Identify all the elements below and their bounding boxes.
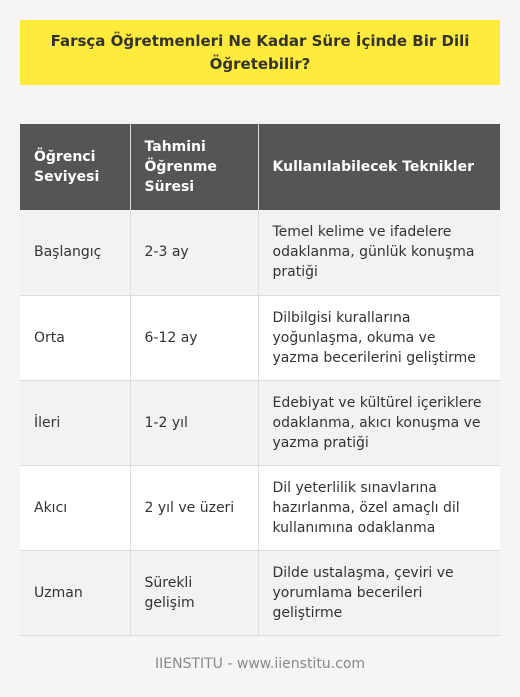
cell-level: Orta: [20, 295, 130, 380]
table-row: [20, 295, 500, 380]
cell-duration: 2 yıl ve üzeri: [130, 465, 258, 550]
table-row: [20, 380, 500, 465]
cell-techniques: Edebiyat ve kültürel içeriklere odaklanma, akıcı konuşma ve yazma pratiği: [258, 380, 500, 465]
cell-duration: 6-12 ay: [130, 295, 258, 380]
header-estimated-duration: Tahmini Öğrenme Süresi: [130, 124, 258, 210]
header-student-level: Öğrenci Seviyesi: [20, 124, 130, 210]
page-title: Farsça Öğretmenleri Ne Kadar Süre İçinde Bir Dili Öğretebilir?: [50, 31, 470, 73]
cell-level: Başlangıç: [20, 210, 130, 295]
table-row: [20, 550, 500, 635]
cell-duration: 2-3 ay: [130, 210, 258, 295]
cell-level: Akıcı: [20, 465, 130, 550]
table-header-row: [20, 124, 500, 210]
cell-level: İleri: [20, 380, 130, 465]
footer-credit: IIENSTITU - www.iienstitu.com: [154, 656, 366, 672]
cell-techniques: Dil yeterlilik sınavlarına hazırlanma, özel amaçlı dil kullanımına odaklanma: [258, 465, 500, 550]
cell-level: Uzman: [20, 550, 130, 635]
cell-techniques: Temel kelime ve ifadelere odaklanma, günlük konuşma pratiği: [258, 210, 500, 295]
title-banner: [20, 20, 500, 85]
table-row: [20, 210, 500, 295]
cell-duration: 1-2 yıl: [130, 380, 258, 465]
table-row: [20, 465, 500, 550]
cell-techniques: Dilde ustalaşma, çeviri ve yorumlama becerileri geliştirme: [258, 550, 500, 635]
learning-duration-table: [20, 124, 500, 636]
header-techniques: Kullanılabilecek Teknikler: [258, 124, 500, 210]
cell-duration: Sürekli gelişim: [130, 550, 258, 635]
cell-techniques: Dilbilgisi kurallarına yoğunlaşma, okuma ve yazma becerilerini geliştirme: [258, 295, 500, 380]
